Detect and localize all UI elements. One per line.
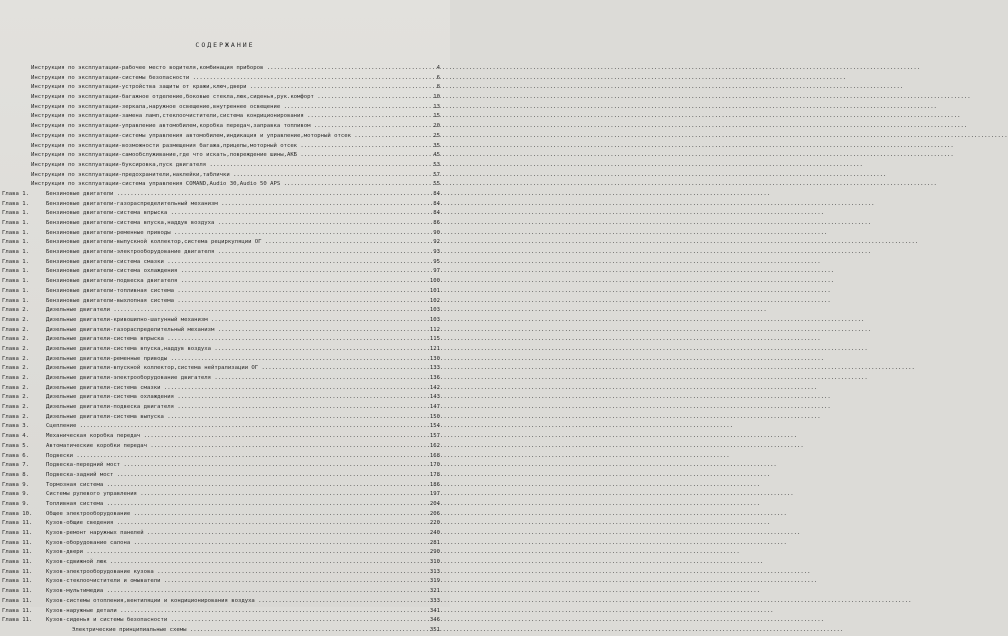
- toc-entry: [0, 539, 450, 549]
- toc-entry-title: Механическая коробка передач .....: [46, 432, 414, 442]
- toc-page-number: 86: [433, 220, 440, 226]
- toc-chapter-label: Глава 1.: [2, 220, 29, 226]
- toc-chapter-label: Глава 11.: [2, 597, 33, 604]
- toc-page-number: 162: [429, 442, 440, 449]
- toc-page-number: 206: [429, 510, 440, 517]
- toc-page-number: 103: [429, 316, 440, 323]
- toc-page-number: 53: [433, 161, 440, 168]
- toc-chapter-label: Глава 11.: [2, 539, 33, 546]
- toc-page-number: 112: [429, 326, 440, 333]
- toc-chapter-label: Глава 2.: [2, 375, 29, 381]
- toc-entry-title: Дизельные двигатели-кривошипно-шатунный механизм .....: [46, 316, 414, 326]
- toc-page-number: 310: [429, 559, 440, 566]
- toc-entry: [0, 297, 450, 307]
- toc-entry: [0, 345, 450, 355]
- toc-page-number: 290: [429, 549, 440, 556]
- toc-entry-title: Инструкция по эксплуатации-системы безопасности .....: [31, 74, 414, 84]
- toc-page-number: 178: [429, 471, 440, 478]
- toc-entry: [0, 558, 450, 568]
- toc-page-number: 92: [433, 239, 440, 246]
- toc-chapter-label: Глава 1.: [2, 229, 29, 236]
- toc-page-number: 101: [429, 287, 440, 294]
- toc-entry-title: Бензиновые двигатели-топливная система .....: [46, 287, 414, 297]
- toc-entry: [0, 190, 450, 200]
- toc-entry: [0, 171, 450, 181]
- toc-chapter-label: Глава 11.: [2, 607, 33, 614]
- toc-entry-title: Бензиновые двигатели-система впрыска .....: [46, 209, 414, 219]
- toc-entry: [0, 626, 450, 636]
- toc-page-number: 204: [429, 500, 440, 507]
- toc-entry: [0, 93, 450, 103]
- toc-entry-title: Инструкция по эксплуатации-система управления COMAND,Audio 30,Audio 50 APS .....: [31, 180, 414, 190]
- toc-entry: [0, 277, 450, 287]
- toc-chapter-label: Глава 10.: [2, 510, 33, 517]
- toc-page-number: 4: [436, 65, 440, 71]
- toc-entry-title: Системы рулевого управления .....: [46, 490, 414, 500]
- toc-entry: [0, 306, 450, 316]
- toc-entry: [0, 568, 450, 578]
- toc-entry: [0, 519, 450, 529]
- toc-entry-title: Общее электрооборудование .....: [46, 510, 414, 520]
- toc-chapter-label: Глава 11.: [2, 559, 33, 566]
- toc-entry: [0, 229, 450, 239]
- toc-entry-title: Дизельные двигатели-подвеска двигателя .....: [46, 403, 414, 413]
- toc-chapter-label: Глава 1.: [2, 200, 29, 207]
- toc-entry: [0, 364, 450, 374]
- toc-chapter-label: Глава 2.: [2, 345, 29, 352]
- toc-chapter-label: Глава 2.: [2, 394, 29, 401]
- toc-entry: [0, 209, 450, 219]
- toc-page-number: 57: [433, 171, 440, 178]
- toc-entry-title: Инструкция по эксплуатации-предохранители,наклейки,таблички .....: [31, 171, 414, 181]
- toc-entry: [0, 587, 450, 597]
- toc-entry: [0, 393, 450, 403]
- toc-entry-title: Кузов-электрооборудование кузова .....: [46, 568, 414, 578]
- toc-entry-title: Инструкция по эксплуатации-самообслуживание,где что искать,повреждение шины,АКБ .....: [31, 151, 414, 161]
- toc-entry-title: Кузов-наружные детали .....: [46, 607, 414, 617]
- toc-chapter-label: Глава 2.: [2, 384, 29, 391]
- toc-entry-title: Кузов-системы отопления,вентиляции и кондиционирования воздуха .....: [46, 597, 414, 607]
- toc-page-number: 84: [433, 210, 440, 217]
- toc-page-number: 8: [436, 84, 440, 91]
- toc-entry-title: Дизельные двигатели-впускной коллектор,система нейтрализации ОГ .....: [46, 364, 414, 374]
- toc-entry: [0, 122, 450, 132]
- toc-entry: [0, 481, 450, 491]
- toc-entry: [0, 248, 450, 258]
- toc-page-number: 220: [429, 520, 440, 527]
- toc-entry: [0, 432, 450, 442]
- toc-entry-title: Бензиновые двигатели-электрооборудование двигателя .....: [46, 248, 414, 258]
- toc-chapter-label: Глава 11.: [2, 578, 33, 585]
- toc-chapter-label: Глава 7.: [2, 462, 29, 469]
- toc-chapter-label: Глава 1.: [2, 268, 29, 275]
- toc-page-number: 97: [433, 268, 440, 275]
- toc-entry: [0, 510, 450, 520]
- toc-entry-title: Дизельные двигатели-ременные приводы .....: [46, 355, 414, 365]
- toc-entry: [0, 103, 450, 113]
- toc-chapter-label: Глава 1.: [2, 210, 29, 217]
- toc-entry-title: Кузов-мультимедиа .....: [46, 587, 414, 597]
- toc-page-number: 6: [436, 74, 440, 81]
- toc-entry: [0, 258, 450, 268]
- toc-page-number: 115: [429, 336, 440, 343]
- toc-page-number: 121: [429, 345, 440, 352]
- toc-page-number: 45: [433, 152, 440, 159]
- toc-entry-title: Подвеска-передний мост .....: [46, 461, 414, 471]
- toc-entry-title: Кузов-ремонт наружных панелей .....: [46, 529, 414, 539]
- toc-entry: [0, 461, 450, 471]
- toc-page-number: 10: [433, 94, 440, 101]
- toc-entry: [0, 413, 450, 423]
- toc-chapter-label: Глава 5.: [2, 442, 29, 449]
- toc-entry-title: Электрические принципиальные схемы .....: [72, 626, 414, 636]
- toc-page-number: 84: [433, 190, 440, 197]
- toc-entry: [0, 335, 450, 345]
- toc-chapter-label: Глава 2.: [2, 365, 29, 372]
- toc-entry: [0, 316, 450, 326]
- toc-entry: [0, 132, 450, 142]
- toc-chapter-label: Глава 2.: [2, 326, 29, 333]
- toc-chapter-label: Глава 1.: [2, 190, 29, 197]
- toc-page-number: 240: [429, 530, 440, 536]
- toc-page-number: 102: [429, 297, 440, 304]
- toc-entry-title: Дизельные двигатели-система впрыска .....: [46, 335, 414, 345]
- page-title: СОДЕРЖАНИЕ: [195, 41, 255, 49]
- toc-entry-title: Автоматические коробки передач .....: [46, 442, 414, 452]
- toc-chapter-label: Глава 11.: [2, 520, 33, 527]
- toc-entry: [0, 238, 450, 248]
- toc-page-number: 55: [433, 181, 440, 188]
- toc-page-number: 346: [429, 617, 440, 624]
- toc-entry-title: Дизельные двигатели-система смазки .....: [46, 384, 414, 394]
- toc-entry: [0, 219, 450, 229]
- toc-entry-title: Кузов-сиденья и системы безопасности .....: [46, 616, 414, 626]
- toc-chapter-label: Глава 11.: [2, 549, 33, 556]
- toc-entry: [0, 577, 450, 587]
- toc-page-number: 84: [433, 200, 440, 207]
- toc-entry-title: Инструкция по эксплуатации-буксировка,пуск двигателя .....: [31, 161, 414, 171]
- toc-page-number: 15: [433, 113, 440, 120]
- toc-page-number: 313: [429, 568, 440, 575]
- toc-chapter-label: Глава 6.: [2, 452, 29, 459]
- toc-entry: [0, 471, 450, 481]
- toc-entry-title: Кузов-сдвижной люк .....: [46, 558, 414, 568]
- toc-chapter-label: Глава 1.: [2, 297, 29, 304]
- toc-chapter-label: Глава 11.: [2, 588, 33, 595]
- toc-page-number: 319: [429, 578, 440, 585]
- toc-entry-title: Бензиновые двигатели-система охлаждения .....: [46, 267, 414, 277]
- toc-entry-title: Дизельные двигатели-система охлаждения .....: [46, 393, 414, 403]
- toc-chapter-label: Глава 9.: [2, 481, 29, 488]
- toc-entry: [0, 267, 450, 277]
- toc-entry-title: Кузов-двери .....: [46, 548, 414, 558]
- toc-page-number: 13: [433, 103, 440, 110]
- toc-entry: [0, 83, 450, 93]
- toc-page-number: 90: [433, 229, 440, 236]
- toc-page-number: 133: [429, 365, 440, 372]
- toc-page-number: 95: [433, 258, 440, 265]
- toc-chapter-label: Глава 11.: [2, 530, 33, 536]
- toc-page-number: 100: [429, 278, 440, 285]
- toc-chapter-label: Глава 2.: [2, 336, 29, 343]
- toc-entry: [0, 151, 450, 161]
- toc-entry-title: Топливная система .....: [46, 500, 414, 510]
- toc-entry-title: Инструкция по эксплуатации-зеркала,наружное освещение,внутреннее освещение .....: [31, 103, 414, 113]
- toc-chapter-label: Глава 3.: [2, 423, 29, 430]
- toc-page-number: 130: [429, 355, 440, 362]
- toc-entry-title: Бензиновые двигатели-выпускной коллектор,система рециркуляции ОГ .....: [46, 238, 414, 248]
- toc-entry-title: Кузов-общие сведения .....: [46, 519, 414, 529]
- toc-entry-title: Подвески .....: [46, 452, 414, 462]
- toc-entry: [0, 422, 450, 432]
- toc-entry-title: Бензиновые двигатели-система смазки .....: [46, 258, 414, 268]
- toc-entry: [0, 161, 450, 171]
- toc-entry-title: Инструкция по эксплуатации-устройства защиты от кражи,ключ,двери .....: [31, 83, 414, 93]
- toc-chapter-label: Глава 1.: [2, 239, 29, 246]
- toc-entry: [0, 597, 450, 607]
- toc-entry: [0, 490, 450, 500]
- toc-entry-title: Тормозная система .....: [46, 481, 414, 491]
- toc-chapter-label: Глава 2.: [2, 307, 29, 314]
- toc-entry-title: Подвеска-задний мост .....: [46, 471, 414, 481]
- toc-entry-title: Дизельные двигатели-электрооборудование двигателя .....: [46, 374, 414, 384]
- toc-entry-title: Бензиновые двигатели .....: [46, 190, 414, 200]
- toc-page-number: 186: [429, 481, 440, 488]
- toc-page-number: 147: [429, 404, 440, 411]
- toc-page-number: 170: [429, 462, 440, 469]
- toc-entry: [0, 287, 450, 297]
- toc-entry-title: Кузов-стеклоочистители и омыватели .....: [46, 577, 414, 587]
- toc-page-number: 143: [429, 394, 440, 401]
- toc-chapter-label: Глава 2.: [2, 413, 29, 420]
- toc-page-number: 93: [433, 249, 440, 256]
- toc-entry-title: Дизельные двигатели .....: [46, 306, 414, 316]
- toc-page-number: 321: [429, 588, 440, 595]
- toc-entry-title: Инструкция по эксплуатации-управление автомобилем,коробка передач,заправка топливом .....: [31, 122, 414, 132]
- toc-chapter-label: Глава 1.: [2, 249, 29, 256]
- toc-entry-title: Инструкция по эксплуатации-замена ламп,стеклоочистители,система кондиционирования .....: [31, 112, 414, 122]
- toc-entry-title: Бензиновые двигатели-ременные приводы .....: [46, 229, 414, 239]
- toc-entry: [0, 112, 450, 122]
- toc-list: [0, 64, 450, 636]
- toc-page-number: 142: [429, 384, 440, 391]
- toc-entry-title: Инструкция по эксплуатации-системы управления автомобилем,индикация и управление,моторный отсек .....: [31, 132, 414, 142]
- toc-chapter-label: Глава 11.: [2, 617, 33, 624]
- toc-chapter-label: Глава 8.: [2, 471, 29, 478]
- toc-entry-title: Дизельные двигатели-система впуска,наддув воздуха .....: [46, 345, 414, 355]
- toc-entry: [0, 616, 450, 626]
- toc-entry-title: Дизельные двигатели-газораспределительный механизм .....: [46, 326, 414, 336]
- toc-page-number: 333: [429, 597, 440, 604]
- toc-page-number: 341: [429, 607, 440, 614]
- toc-entry: [0, 200, 450, 210]
- toc-entry: [0, 403, 450, 413]
- toc-entry: [0, 180, 450, 190]
- toc-entry: [0, 374, 450, 384]
- toc-chapter-label: Глава 4.: [2, 433, 29, 440]
- toc-entry-title: Инструкция по эксплуатации-багажное отделение,боковые стекла,люк,сиденья,рук.комфорт .....: [31, 93, 414, 103]
- toc-entry: [0, 355, 450, 365]
- toc-entry-title: Бензиновые двигатели-подвеска двигателя .....: [46, 277, 414, 287]
- toc-chapter-label: Глава 9.: [2, 500, 29, 507]
- toc-chapter-label: Глава 9.: [2, 491, 29, 498]
- toc-page-number: 20: [433, 123, 440, 130]
- toc-entry: [0, 142, 450, 152]
- toc-entry-title: Инструкция по эксплуатации-рабочее место водителя,комбинация приборов .....: [31, 64, 414, 74]
- toc-entry: [0, 548, 450, 558]
- toc-entry: [0, 74, 450, 84]
- toc-entry-title: Сцепление .....: [46, 422, 414, 432]
- toc-chapter-label: Глава 1.: [2, 258, 29, 265]
- toc-page-number: 351: [429, 626, 440, 633]
- toc-chapter-label: Глава 1.: [2, 278, 29, 285]
- toc-page-number: 168: [429, 452, 440, 459]
- toc-entry: [0, 64, 450, 74]
- toc-chapter-label: Глава 1.: [2, 287, 29, 294]
- toc-chapter-label: Глава 11.: [2, 568, 33, 575]
- toc-page-number: 150: [429, 413, 440, 420]
- toc-page-number: 157: [429, 433, 440, 440]
- toc-entry-title: Кузов-оборудование салона .....: [46, 539, 414, 549]
- toc-entry-title: Дизельные двигатели-система выпуска .....: [46, 413, 414, 423]
- contents-page: [0, 0, 450, 633]
- toc-entry-title: Бензиновые двигатели-газораспределительный механизм .....: [46, 200, 414, 210]
- toc-entry: [0, 500, 450, 510]
- toc-entry-title: Бензиновые двигатели-выхлопная система .....: [46, 297, 414, 307]
- toc-entry: [0, 326, 450, 336]
- toc-page-number: 35: [433, 142, 440, 149]
- toc-entry: [0, 607, 450, 617]
- toc-page-number: 25: [433, 132, 440, 139]
- toc-page-number: 281: [429, 539, 440, 546]
- toc-page-number: 197: [429, 491, 440, 498]
- toc-entry: [0, 442, 450, 452]
- toc-entry: [0, 384, 450, 394]
- toc-entry: [0, 452, 450, 462]
- toc-page-number: 136: [429, 375, 440, 381]
- toc-entry: [0, 529, 450, 539]
- toc-page-number: 103: [429, 307, 440, 314]
- toc-entry-title: Инструкция по эксплуатации-возможности размещения багажа,прицепы,моторный отсек .....: [31, 142, 414, 152]
- toc-chapter-label: Глава 2.: [2, 404, 29, 411]
- toc-page-number: 154: [429, 423, 440, 430]
- toc-chapter-label: Глава 2.: [2, 355, 29, 362]
- toc-chapter-label: Глава 2.: [2, 316, 29, 323]
- toc-entry-title: Бензиновые двигатели-система впуска,наддув воздуха .....: [46, 219, 414, 229]
